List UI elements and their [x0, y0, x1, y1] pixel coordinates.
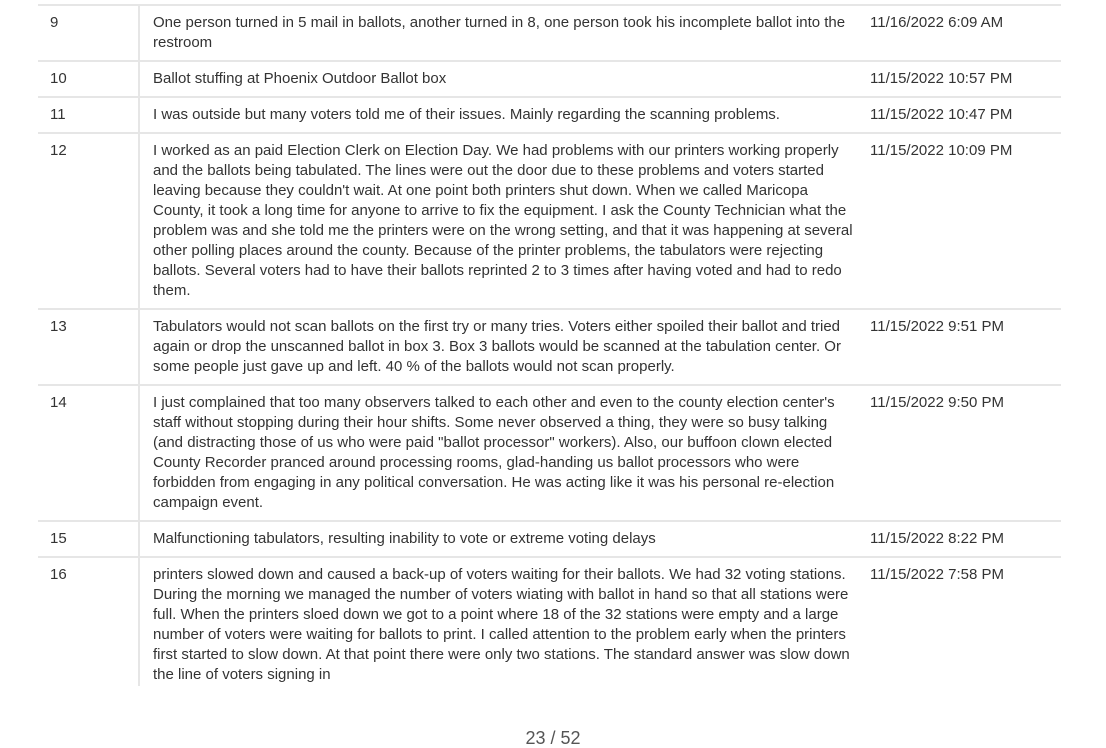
row-number: 14	[38, 386, 140, 520]
row-number: 16	[38, 558, 140, 686]
response-text: One person turned in 5 mail in ballots, another turned in 8, one person took his incomplete ballot into the restroom	[153, 14, 846, 51]
row-number: 9	[38, 6, 140, 60]
table-row	[38, 6, 1061, 62]
response-date: 11/15/2022 7:58 PM	[870, 566, 1004, 583]
response-text: I just complained that too many observers talked to each other and even to the county election center's staff without stopping during their hour shifts. Some never observed a thing, they were so busy talking (and distracting those of us who were paid "ballot processor" workers). Also, our buffoon clown elected County Recorder pranced around processing rooms, glad-handing us ballot processors who were forbidden from engaging in any political conversation. He was acting like it was his personal re-election campaign event.	[153, 394, 835, 511]
response-date: 11/15/2022 9:51 PM	[870, 318, 1004, 335]
table-row	[38, 310, 1061, 386]
response-date: 11/15/2022 10:09 PM	[870, 142, 1013, 159]
response-text: I was outside but many voters told me of their issues. Mainly regarding the scanning problems.	[153, 106, 780, 123]
table-row	[38, 134, 1061, 310]
table-row	[38, 62, 1061, 98]
table-row	[38, 386, 1061, 522]
response-date: 11/15/2022 10:47 PM	[870, 106, 1013, 123]
row-number: 15	[38, 522, 140, 556]
page-number: 23 / 52	[525, 728, 581, 748]
response-date: 11/16/2022 6:09 AM	[870, 14, 1004, 31]
response-date: 11/15/2022 10:57 PM	[870, 70, 1013, 87]
row-number: 11	[38, 98, 140, 132]
responses-table	[38, 4, 1061, 686]
row-number: 10	[38, 62, 140, 96]
table-row	[38, 558, 1061, 686]
response-text: Malfunctioning tabulators, resulting inability to vote or extreme voting delays	[153, 530, 656, 547]
response-text: I worked as an paid Election Clerk on Election Day. We had problems with our printers working properly and the ballots being tabulated. The lines were out the door due to these problems and voters started leaving because they couldn't wait. At one point both printers shut down. When we called Maricopa County, it took a long time for anyone to arrive to fix the equipment. I ask the County Technician what the problem was and she told me the printers were on the wrong setting, and that it was happening at several other polling places around the county. Because of the printer problems, the tabulators were rejecting ballots. Several voters had to have their ballots reprinted 2 to 3 times after having voted and had to redo them.	[153, 142, 853, 299]
response-date: 11/15/2022 9:50 PM	[870, 394, 1004, 411]
response-text: printers slowed down and caused a back-up of voters waiting for their ballots. We had 32 voting stations. During the morning we managed the number of voters wiating with ballot in hand so that all stations were full. When the printers sloed down we got to a point where 18 of the 32 stations were empty and a large number of voters were waiting for ballots to print. I called attention to the problem early when the printers first started to slow down. At that point there were only two stations. The standard answer was slow down the line of voters signing in	[153, 566, 850, 683]
response-text: Ballot stuffing at Phoenix Outdoor Ballot box	[153, 70, 447, 87]
table-row	[38, 98, 1061, 134]
response-text: Tabulators would not scan ballots on the first try or many tries. Voters either spoiled their ballot and tried again or drop the unscanned ballot in box 3. Box 3 ballots would be scanned at the tabulation center. Or some people just gave up and left. 40 % of the ballots would not scan properly.	[153, 318, 841, 375]
table-row	[38, 522, 1061, 558]
row-number: 13	[38, 310, 140, 384]
response-date: 11/15/2022 8:22 PM	[870, 530, 1004, 547]
row-number: 12	[38, 134, 140, 308]
